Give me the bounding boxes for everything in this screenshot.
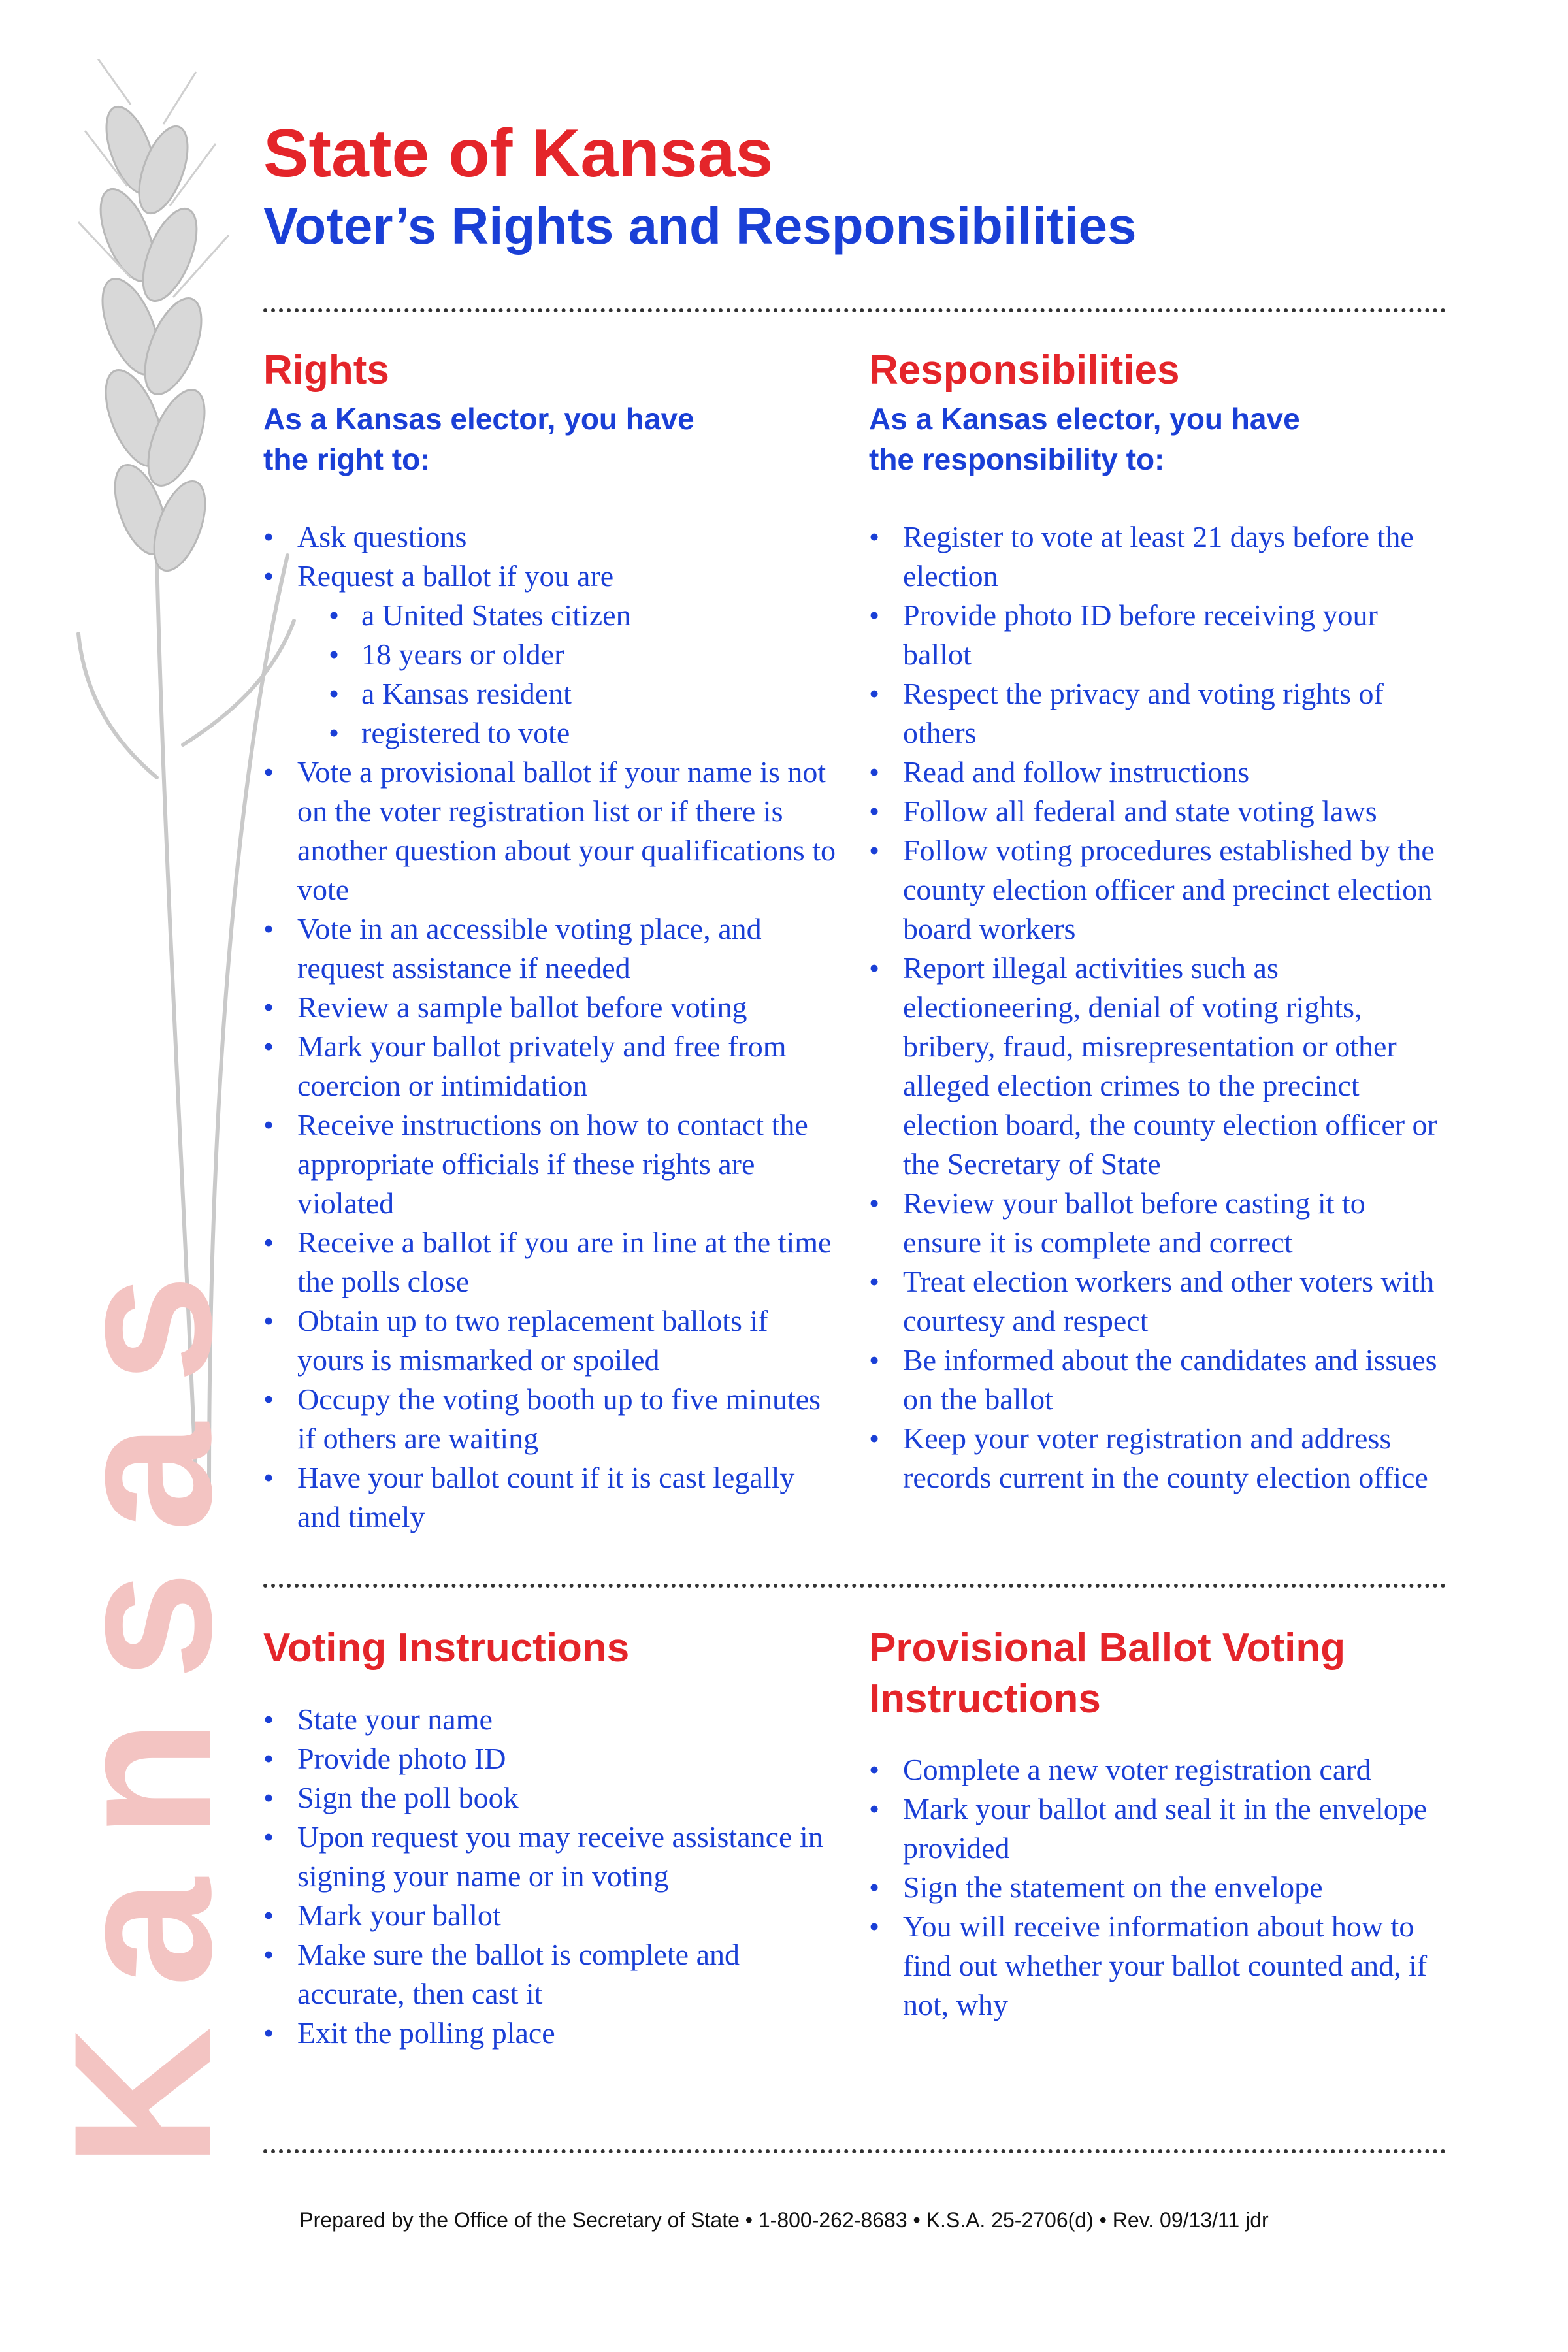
list-item: • Mark your ballot privately and free from coercion or intimidation [263, 1027, 838, 1105]
list-item: • Respect the privacy and voting rights of others [869, 674, 1444, 753]
rights-sublist [297, 596, 838, 753]
rights-section [263, 345, 838, 1537]
provisional-ballot-heading [869, 1623, 1444, 1724]
voting-instructions-list [263, 1700, 838, 2053]
responsibilities-intro-line: As a Kansas elector, you have [869, 401, 1300, 436]
provisional-heading-line: Instructions [869, 1676, 1101, 1722]
list-item: • You will receive information about how to find out whether your ballot counted and, if not, why [869, 1907, 1444, 2025]
list-item: • Vote in an accessible voting place, and request assistance if needed [263, 909, 838, 988]
divider-top [263, 308, 1446, 312]
list-item-text: Request a ballot if you are [297, 559, 614, 593]
list-item: • Sign the poll book [263, 1778, 838, 1818]
list-item: • Occupy the voting booth up to five minutes if others are waiting [263, 1380, 838, 1458]
list-item: • Receive instructions on how to contact the appropriate officials if these rights are violated [263, 1105, 838, 1223]
provisional-ballot-section [869, 1623, 1444, 2025]
responsibilities-intro-line: the responsibility to: [869, 442, 1165, 476]
rights-list [263, 517, 838, 1537]
provisional-heading-line: Provisional Ballot Voting [869, 1625, 1346, 1671]
responsibilities-list [869, 517, 1444, 1497]
page-subtitle: Voter’s Rights and Responsibilities [263, 197, 1137, 255]
list-item: • Keep your voter registration and address records current in the county election office [869, 1419, 1444, 1497]
list-item: • Complete a new voter registration card [869, 1750, 1444, 1789]
list-item: • Provide photo ID before receiving your ballot [869, 596, 1444, 674]
list-item: • State your name [263, 1700, 838, 1739]
list-item: • Read and follow instructions [869, 753, 1444, 792]
list-item: • Vote a provisional ballot if your name is not on the voter registration list or if there is another question about your qualifications to vote [263, 753, 838, 909]
rights-intro-line: As a Kansas elector, you have [263, 401, 694, 436]
list-item: • Mark your ballot [263, 1896, 838, 1935]
list-item: • Exit the polling place [263, 2014, 838, 2053]
list-item: • Review a sample ballot before voting [263, 988, 838, 1027]
divider-bottom [263, 2149, 1446, 2153]
divider-middle [263, 1584, 1446, 1588]
list-item: • Make sure the ballot is complete and accurate, then cast it [263, 1935, 838, 2014]
list-item: • Follow all federal and state voting laws [869, 792, 1444, 831]
responsibilities-section [869, 345, 1444, 1497]
list-item: • Treat election workers and other voters with courtesy and respect [869, 1262, 1444, 1341]
list-item: • Obtain up to two replacement ballots if yours is mismarked or spoiled [263, 1301, 838, 1380]
rights-heading: Rights [263, 348, 389, 393]
sub-list-item: • 18 years or older [329, 635, 838, 674]
list-item: • Sign the statement on the envelope [869, 1868, 1444, 1907]
sub-list-item: • a United States citizen [329, 596, 838, 635]
list-item: • Review your ballot before casting it to ensure it is complete and correct [869, 1184, 1444, 1262]
list-item: • Have your ballot count if it is cast legally and timely [263, 1458, 838, 1537]
page-title: State of Kansas [263, 116, 774, 191]
list-item: • Be informed about the candidates and issues on the ballot [869, 1341, 1444, 1419]
list-item [263, 557, 838, 753]
sub-list-item: • registered to vote [329, 713, 838, 753]
provisional-ballot-list [869, 1750, 1444, 2025]
list-item: • Ask questions [263, 517, 838, 557]
responsibilities-intro [869, 399, 1444, 480]
list-item: • Upon request you may receive assistance in signing your name or in voting [263, 1818, 838, 1896]
footer-note: Prepared by the Office of the Secretary of State • 1-800-262-8683 • K.S.A. 25-2706(d) • Rev. 09/13/11 jdr [299, 2208, 1269, 2232]
responsibilities-heading: Responsibilities [869, 348, 1180, 393]
voting-instructions-heading: Voting Instructions [263, 1625, 630, 1671]
kansas-watermark: Kansas [33, 1235, 252, 2168]
voting-instructions-section [263, 1623, 838, 2053]
rights-intro [263, 399, 838, 480]
list-item: • Follow voting procedures established by the county election officer and precinct election board workers [869, 831, 1444, 949]
sub-list-item: • a Kansas resident [329, 674, 838, 713]
list-item: • Mark your ballot and seal it in the envelope provided [869, 1789, 1444, 1868]
list-item: • Register to vote at least 21 days before the election [869, 517, 1444, 596]
list-item: • Report illegal activities such as electioneering, denial of voting rights, bribery, fraud, misrepresentation or other alleged election crimes to the precinct election board, the county election officer or the Secretary of State [869, 949, 1444, 1184]
rights-intro-line: the right to: [263, 442, 431, 476]
list-item: • Receive a ballot if you are in line at the time the polls close [263, 1223, 838, 1301]
list-item: • Provide photo ID [263, 1739, 838, 1778]
